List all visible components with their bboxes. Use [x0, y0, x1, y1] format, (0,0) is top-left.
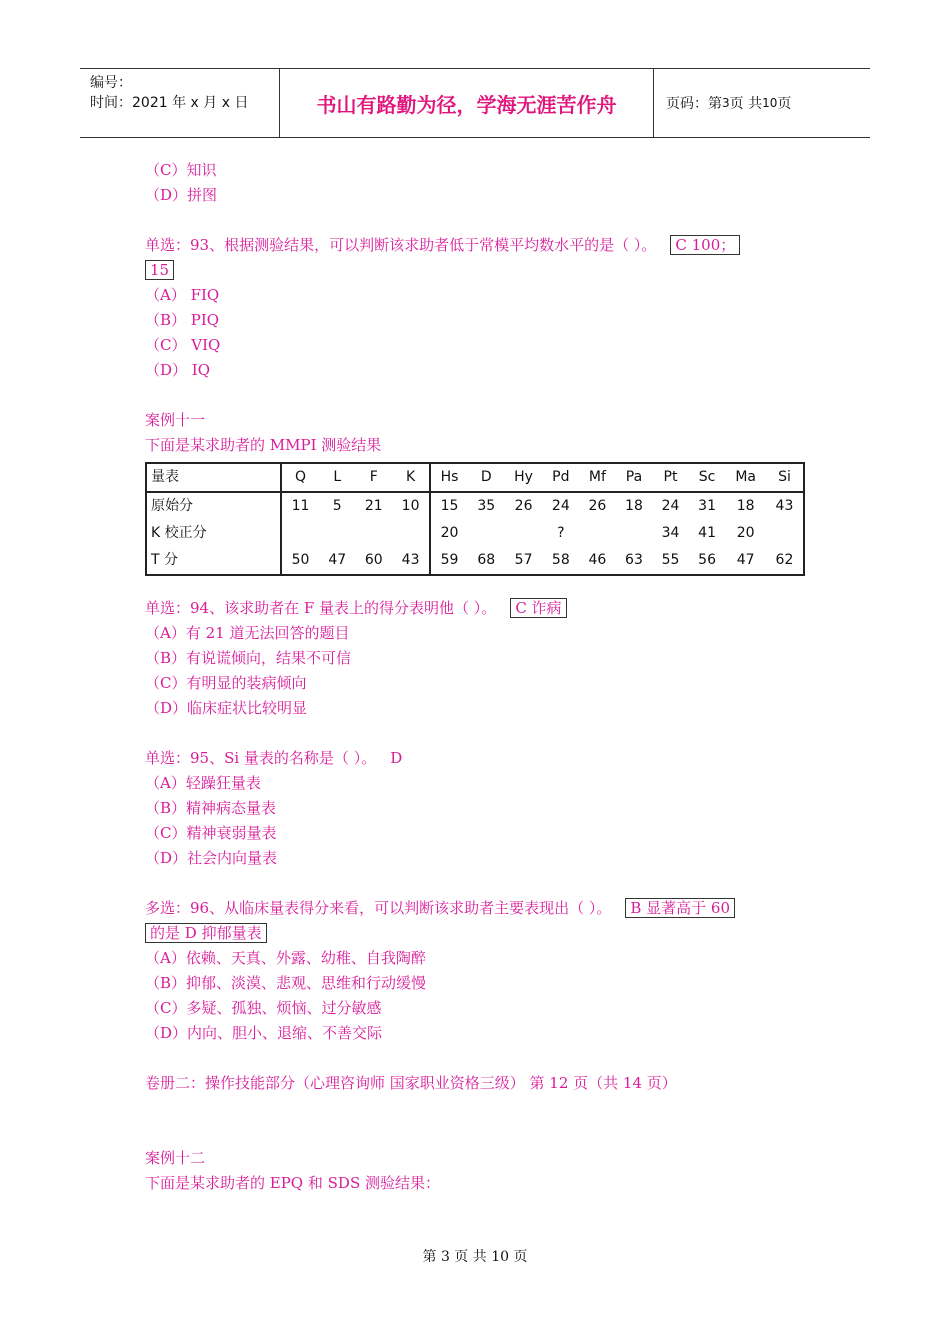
page-header	[80, 68, 870, 138]
number-label: 编号：	[90, 75, 132, 91]
mmpi-raw-row: 原始分 11 5 21 10 15 35 26 24 26 18 24 31 18 43	[146, 492, 804, 520]
q93-answer-box-cont: 15	[145, 260, 174, 280]
q95-text: 单选：95、Si 量表的名称是（ ）。 D	[145, 749, 403, 767]
q93-option-a: （A） FIQ	[145, 286, 220, 304]
q95-option-a: （A）轻躁狂量表	[145, 774, 261, 792]
q94-option-a: （A）有 21 道无法回答的题目	[145, 624, 350, 642]
q96-text: 多选：96、从临床量表得分来看，可以判断该求助者主要表现出（ ）。 B 显著高于 60	[145, 896, 810, 921]
mmpi-k-corrected-row: K 校正分 20 ? 34 41 20	[146, 520, 804, 547]
q96-option-b: （B）抑郁、淡漠、悲观、思维和行动缓慢	[145, 974, 427, 992]
q94-option-d: （D）临床症状比较明显	[145, 699, 308, 717]
header-page-number: 3	[722, 96, 730, 110]
mmpi-header-row: 量表 Q L F K Hs D Hy Pd Mf Pa Pt Sc Ma Si	[146, 463, 804, 492]
case12-intro: 下面是某求助者的 EPQ 和 SDS 测验结果：	[145, 1174, 440, 1192]
q95-answer: D	[390, 749, 403, 767]
q93-option-c: （C） VIQ	[145, 336, 221, 354]
q94-option-c: （C）有明显的装病倾向	[145, 674, 307, 692]
q95-option-b: （B）精神病态量表	[145, 799, 277, 817]
q94-text: 单选：94、该求助者在 F 量表上的得分表明他（ ）。 C 诈病	[145, 596, 810, 621]
mmpi-table	[145, 462, 805, 576]
q95-option-d: （D）社会内向量表	[145, 849, 278, 867]
q94-option-b: （B）有说谎倾向，结果不可信	[145, 649, 352, 667]
q96-option-d: （D）内向、胆小、退缩、不善交际	[145, 1024, 383, 1042]
header-page-total: 10	[762, 96, 778, 110]
q95-option-c: （C）精神衰弱量表	[145, 824, 277, 842]
mmpi-t-score-row: T 分 50 47 60 43 59 68 57 58 46 63 55 56 47 62	[146, 547, 804, 575]
q96-option-a: （A）依赖、天真、外露、幼稚、自我陶醉	[145, 949, 426, 967]
q93-option-d: （D） IQ	[145, 361, 211, 379]
case11-intro: 下面是某求助者的 MMPI 测验结果	[145, 436, 382, 454]
q93-option-b: （B） PIQ	[145, 311, 220, 329]
option-d-puzzle: （D）拼图	[145, 186, 218, 204]
time-label: 时间：2021 年 x 月 x 日	[90, 95, 249, 111]
option-c-knowledge: （C）知识	[145, 161, 217, 179]
q93-text: 单选：93、根据测验结果，可以判断该求助者低于常模平均数水平的是（ ）。 C 100；	[145, 233, 810, 258]
volume-line: 卷册二：操作技能部分（心理咨询师 国家职业资格三级） 第 12 页（共 14 页）	[145, 1074, 677, 1092]
q96-answer-box-cont: 的是 D 抑郁量表	[145, 923, 267, 943]
page-footer: 第 3 页 共 10 页	[422, 1249, 528, 1265]
case11-title: 案例十一	[145, 411, 206, 429]
header-page-info: 页码：第 3 页 共 10 页	[666, 96, 792, 112]
header-motto: 书山有路勤为径，学海无涯苦作舟	[280, 69, 654, 137]
case12-title: 案例十二	[145, 1149, 206, 1167]
q96-answer-box: B 显著高于 60	[625, 898, 735, 918]
q93-answer-box: C 100；	[670, 235, 740, 255]
document-body	[145, 158, 810, 1196]
q94-answer-box: C 诈病	[510, 598, 566, 618]
q96-option-c: （C）多疑、孤独、烦恼、过分敏感	[145, 999, 382, 1017]
header-meta	[80, 69, 280, 137]
